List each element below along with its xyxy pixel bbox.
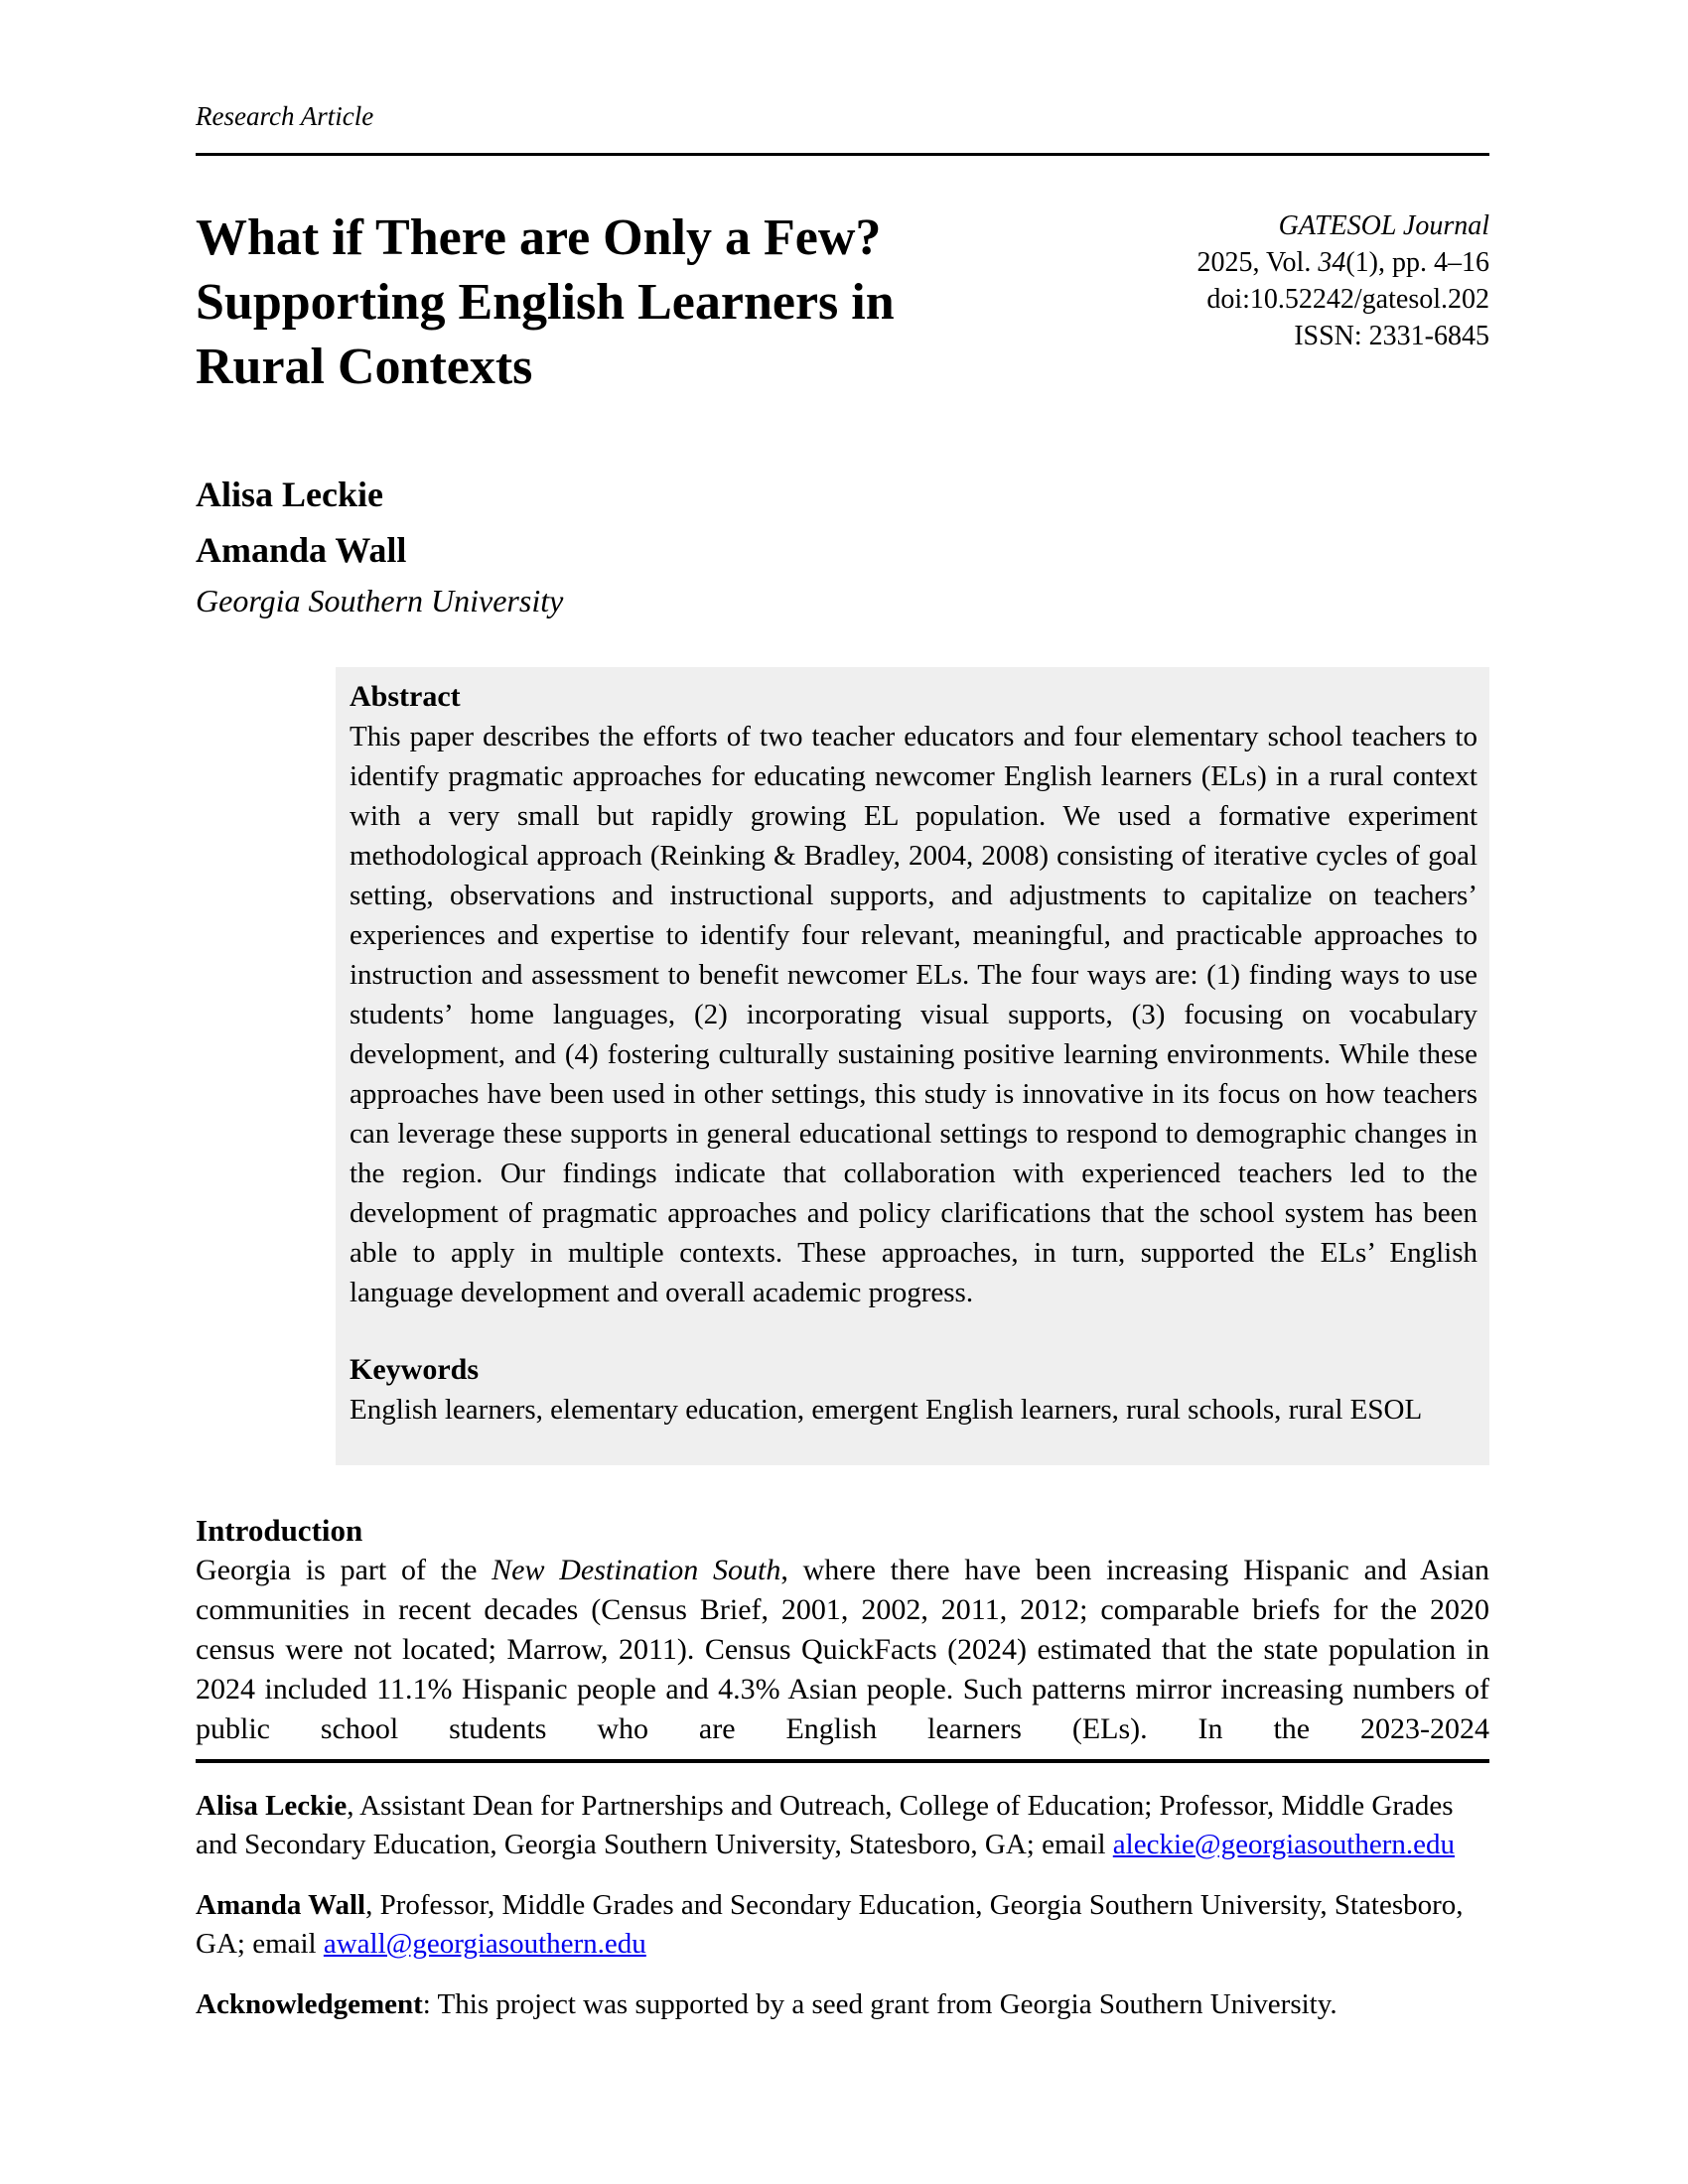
- journal-doi: doi:10.52242/gatesol.202: [1206, 284, 1489, 315]
- header-divider: [196, 153, 1489, 156]
- author2-footnote-name: Amanda Wall: [196, 1889, 366, 1921]
- header: [196, 205, 1489, 399]
- journal-name: GATESOL Journal: [1278, 210, 1489, 241]
- journal-issn: ISSN: 2331-6845: [1294, 321, 1489, 351]
- keywords-heading: Keywords: [350, 1353, 479, 1386]
- authors-block: [196, 467, 1489, 623]
- article-title: What if There are Only a Few? Supporting English Learners in Rural Contexts: [196, 209, 895, 395]
- journal-volume-number: 34: [1318, 247, 1346, 278]
- author1-email-link[interactable]: aleckie@georgiasouthern.edu: [1112, 1829, 1456, 1860]
- footnotes: [196, 1787, 1489, 2024]
- acknowledgement: [196, 1985, 1489, 2024]
- journal-volume-prefix: 2025, Vol.: [1196, 247, 1319, 278]
- author2-footnote: [196, 1886, 1489, 1964]
- introduction-heading: Introduction: [196, 1513, 363, 1548]
- introduction-paragraph: [196, 1551, 1489, 1749]
- author1-footnote-name: Alisa Leckie: [196, 1790, 348, 1822]
- author2-email-link[interactable]: awall@georgiasouthern.edu: [323, 1928, 646, 1960]
- author2-footnote-text: , Professor, Middle Grades and Secondary Education, Georgia Southern University, Statesboro, GA; email: [196, 1889, 1464, 1960]
- abstract-box: [336, 667, 1489, 1465]
- author1-footnote: [196, 1787, 1489, 1864]
- abstract-heading: Abstract: [350, 680, 461, 713]
- keywords-text: English learners, elementary education, emergent English learners, rural schools, rural ESOL: [350, 1394, 1423, 1426]
- introduction-text-before: Georgia is part of the: [196, 1554, 492, 1586]
- affiliation: Georgia Southern University: [196, 583, 564, 618]
- journal-volume-suffix: (1), pp. 4–16: [1345, 247, 1489, 278]
- introduction-text-italic: New Destination South: [492, 1554, 781, 1586]
- acknowledgement-label: Acknowledgement: [196, 1988, 423, 2020]
- acknowledgement-text: : This project was supported by a seed grant from Georgia Southern University.: [422, 1988, 1337, 2020]
- journal-info: [1196, 205, 1489, 354]
- introduction-text-after: , where there have been increasing Hispanic and Asian communities in recent decades (Census Brief, 2001, 2002, 2011, 2012; comparable briefs for the 2020 census were not located; Marrow, 2011). Census QuickFacts (2024) estimated that the state population in 2024 included 11.1% Hispanic people and 4.3% Asian people. Such patterns mirror increasing numbers of public school students who are English learners (ELs). In the 2023-2024: [196, 1554, 1490, 1745]
- footnote-divider: [196, 1759, 1489, 1763]
- article-type-label: Research Article: [196, 101, 374, 131]
- author-name-2: Amanda Wall: [196, 530, 407, 570]
- author-name-1: Alisa Leckie: [196, 475, 383, 514]
- author1-footnote-text: , Assistant Dean for Partnerships and Outreach, College of Education; Professor, Middle Grades and Secondary Education, Georgia Southern University, Statesboro, GA; email: [196, 1790, 1454, 1860]
- journal-volume-line: [1196, 244, 1489, 281]
- abstract-text: This paper describes the efforts of two teacher educators and four elementary school teachers to identify pragmatic approaches for educating newcomer English learners (ELs) in a rural context with a very small but rapidly growing EL population. We used a formative experiment methodological approach (Reinking & Bradley, 2004, 2008) consisting of iterative cycles of goal setting, observations and instructional supports, and adjustments to capitalize on teachers’ experiences and expertise to identify four relevant, meaningful, and practicable approaches to instruction and assessment to benefit newcomer ELs. The four ways are: (1) finding ways to use students’ home languages, (2) incorporating visual supports, (3) focusing on vocabulary development, and (4) fostering culturally sustaining positive learning environments. While these approaches have been used in other settings, this study is innovative in its focus on how teachers can leverage these supports in general educational settings to respond to demographic changes in the region. Our findings indicate that collaboration with experienced teachers led to the development of pragmatic approaches and policy clarifications that the school system has been able to apply in multiple contexts. These approaches, in turn, supported the ELs’ English language development and overall academic progress.: [350, 721, 1477, 1308]
